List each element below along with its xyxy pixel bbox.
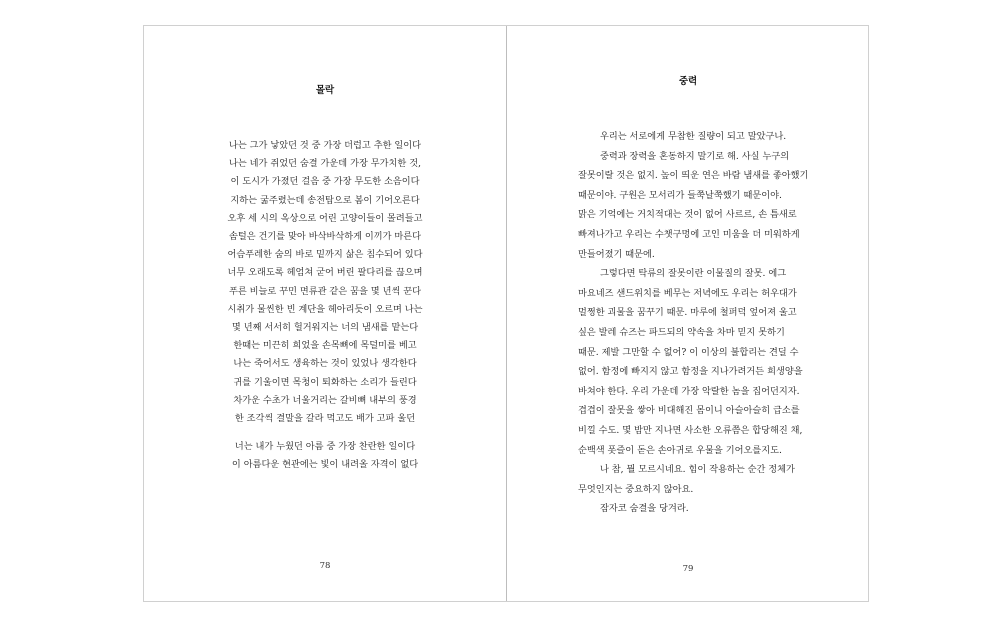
prose-line: 때문이야. 구원은 모서리가 들쭉날쭉했기 때문이야.	[578, 189, 782, 201]
poem-line: 너무 오래도록 헤엄쳐 굳어 버린 팔다리를 끊으며	[227, 267, 423, 279]
book-spread	[143, 25, 869, 602]
poem-line: 나는 그가 낳았던 것 중 가장 더럽고 추한 일이다	[229, 140, 421, 151]
poem-title: 중력	[678, 76, 698, 87]
poem-line: 푸른 비늘로 꾸민 면류관 같은 꿈을 몇 년씩 꾼다	[229, 285, 421, 297]
poem-line: 나는 네가 쥐었던 숨결 가운데 가장 무가치한 것,	[229, 158, 421, 170]
prose-line: 잠자코 숨결을 당겨라.	[600, 503, 689, 515]
prose-line: 잘못이랄 것은 없지. 높이 띄운 연은 바람 냄새를 좋아했기	[578, 170, 809, 182]
prose-line: 없어. 함정에 빠지지 않고 함정을 지나가려거든 희생양을	[578, 366, 803, 378]
prose-line: 우리는 서로에게 무참한 질량이 되고 말았구나.	[600, 131, 787, 142]
prose-line: 마요네즈 샌드위치를 베무는 저녁에도 우리는 허우대가	[578, 287, 797, 299]
poem-line: 한때는 미끈히 희었을 손목뼈에 목덜미를 베고	[233, 340, 417, 352]
poem-line: 솜털은 건기를 맞아 바삭바삭하게 이끼가 마른다	[228, 231, 422, 243]
poem-line: 오후 세 시의 옥상으로 어린 고양이들이 몰려들고	[227, 212, 423, 224]
prose-line: 무엇인지는 중요하지 않아요.	[578, 483, 694, 495]
poem-line: 이 아름다운 현관에는 빛이 내려올 자격이 없다	[231, 459, 419, 471]
prose-line: 순백색 폿즐이 돋은 손아귀로 우물을 기어오를지도.	[578, 444, 782, 456]
prose-line: 겹겹이 잘못을 쌓아 비대해진 몸이니 아슬아슬히 급소를	[578, 405, 800, 417]
prose-line: 중력과 장력을 혼동하지 말기로 해. 사실 누구의	[600, 150, 790, 162]
page-number: 78	[319, 561, 331, 571]
prose-line: 맑은 기억에는 거치적대는 것이 없어 사르르, 손 틈새로	[578, 209, 797, 221]
poem-line: 너는 내가 누웠던 아름 중 가장 찬란한 일이다	[234, 441, 416, 453]
prose-line: 그렇다면 탁류의 잘못이란 이물질의 잘못. 에그	[600, 268, 787, 280]
poem-title: 몰락	[315, 85, 335, 96]
stanza-break	[144, 428, 506, 438]
poem-line: 이 도시가 가졌던 걸음 중 가장 무도한 소음이다	[230, 176, 420, 188]
prose-line: 멀쩡한 괴물을 꿈꾸기 때문. 마루에 철퍼덕 엎어져 울고	[578, 307, 797, 319]
poem-line: 시취가 물씬한 빈 계단을 헤아리듯이 오르며 나는	[227, 303, 423, 315]
poem-line: 귀를 기울이면 목청이 퇴화하는 소리가 들린다	[233, 376, 417, 388]
poem-line: 지하는 굶주렸는데 송전탑으로 봄이 기어오른다	[230, 194, 420, 206]
poem-line: 차가운 수초가 너울거리는 갈비뼈 내부의 풍경	[233, 394, 417, 406]
prose-line: 빠져나가고 우리는 수챗구멍에 고인 미움을 더 미워하게	[578, 228, 800, 240]
right-page	[507, 26, 869, 601]
poem-line: 어슴푸레한 숨의 바로 밑까지 삶은 침수되어 있다	[227, 249, 423, 261]
prose-poem-body	[578, 127, 818, 519]
page-number: 79	[682, 564, 694, 574]
prose-line: 싶은 발레 슈즈는 파드되의 약속을 차마 믿지 못하기	[578, 326, 785, 338]
poem-line: 나는 죽어서도 생육하는 것이 있었나 생각한다	[233, 358, 417, 370]
poem-line: 몇 년째 서서히 헐거워지는 너의 냄새를 맡는다	[231, 322, 419, 334]
prose-line: 만들어졌기 때문에.	[578, 248, 655, 260]
poem-line: 한 조각씩 결말을 갈라 먹고도 배가 고파 울던	[234, 413, 416, 425]
poem-body	[144, 137, 506, 475]
prose-line: 바쳐야 한다. 우리 가운데 가장 악랄한 놈을 집어던지자.	[578, 385, 800, 397]
prose-line: 비낄 수도. 몇 밤만 지나면 사소한 오류쯤은 합당해진 채,	[578, 424, 803, 436]
left-page	[144, 26, 506, 601]
prose-line: 나 참, 뭘 모르시네요. 힘이 작용하는 순간 정체가	[600, 464, 795, 476]
prose-line: 때문. 제발 그만할 수 없어? 이 이상의 불합리는 견딜 수	[578, 346, 799, 358]
